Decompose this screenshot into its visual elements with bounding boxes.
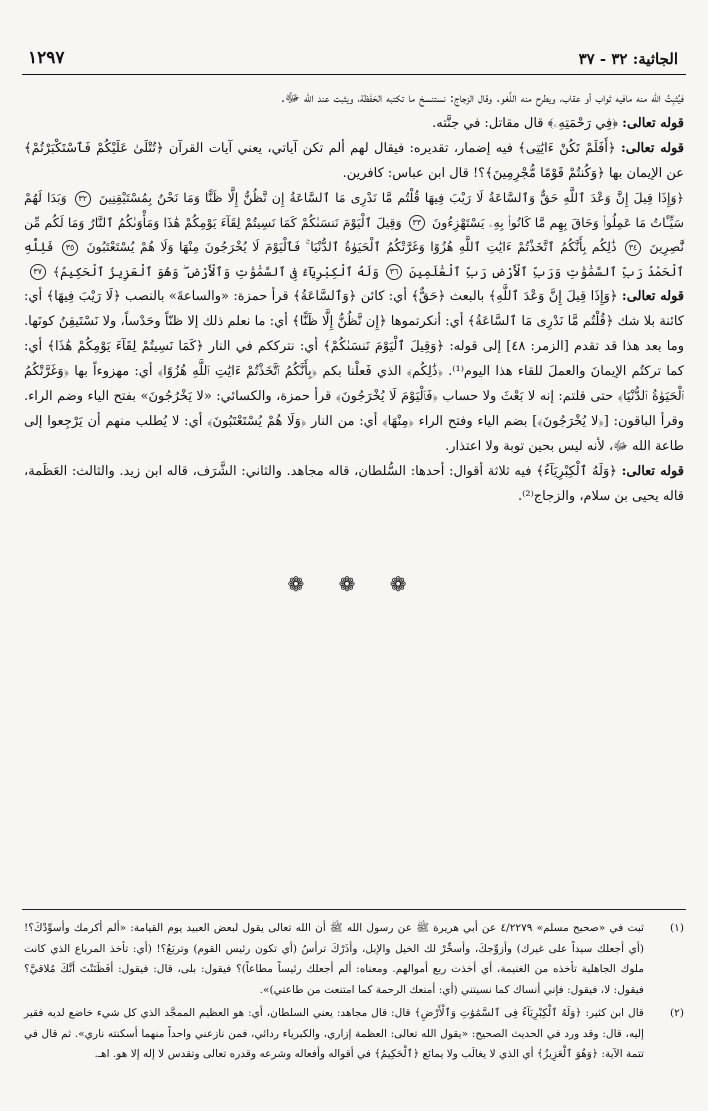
verse-text: وَقِيلَ ٱلْيَوْمَ نَنسَىٰكُمْ كَمَا نَسِيتُمْ لِقَآءَ يَوْمِكُمْ هَٰذَا وَمَأْوَىٰكُمُ ٱلنَّارُ وَمَا لَكُم مِّن نَّٰصِرِينَ: [24, 214, 684, 254]
paragraph: [24, 111, 684, 136]
footnote: [24, 918, 684, 1000]
page-number: ١٢٩٧: [28, 48, 65, 68]
footnotes: [24, 918, 684, 1068]
verse-number-marker: ٣٢: [75, 191, 91, 207]
quran-verses: [24, 186, 684, 284]
footnote-text: قال ابن كثير: ﴿وَلَهُ ٱلْكِبْرِيَآءُ فِى ٱلسَّمَٰوَٰتِ وَٱلْأَرْضِ﴾ قال: قال مجاهد: يعني السلطان، أي: هو العظيم الممجَّد الذي كل شيء خاضع لديه فقير إليه، قال: وقد ورد في الحديث الصحيح: «يقول الله تعالى: العظمة إزاري، والكبرياء ردائي، فمن نازعني واحداً منهما أسكنته ناري». ثم قال في تتمة الآية: ﴿وَهُوَ ٱلْعَزِيزُ﴾ أي الذي لا يغالَب ولا يمانَع ﴿ٱلْحَكِيمُ﴾ في أقواله وأفعاله وشرعه وقدره تعالى وتقدس لا إله إلا هو. اهـ.: [24, 1007, 644, 1060]
verse-number-marker: ٣٣: [409, 215, 425, 231]
footnote-number: (١): [670, 922, 684, 934]
verse-text: فَلِلَّهِ ٱلْحَمْدُ رَبِّ ٱلسَّمَٰوَٰتِ وَرَبِّ ٱلْأَرْضِ رَبِّ ٱلْعَٰلَمِينَ: [24, 239, 684, 279]
paragraph: [24, 136, 684, 186]
footnote-text: ثبت في «صحيح مسلم» ٤/٢٢٧٩ عن أبي هريرة ﷺ عن رسول الله ﷺ أن الله تعالى يقول لبعض العبيد يوم القيامة: «ألم أكرمك وأسوِّدْكَ؟! (أي أجعلك سيداً على غيرك) وأزوِّجكَ، وأسخِّرْ لك الخيل والإبل، وأذَرْكَ ترأسُ (أي تكون رئيس القوم) وتربَعُ؟! (أي: تأخذ المرباع الذي كانت ملوك الجاهلية تأخذه من الغنيمة، أي أخذت ربع أموالهم. ومعناه: ألم أجعلك رئيساً مطاعاً)؟ فيقول: بلى، قال: فيقول: أفَظَنَنْتَ أنَّكَ مُلاقيَّ؟ فيقول: لا، فيقول: فإني أنساك كما نسيتني (أي: أمنعك الرحمة كما امتنعت من طاعتي)».: [24, 922, 645, 996]
verse-number-marker: ٣٤: [625, 240, 641, 256]
paragraph-lead: قوله تعالى:: [621, 464, 684, 479]
main-text: [24, 86, 684, 509]
running-title: الجاثية: ٣٢ - ٣٧: [578, 50, 678, 68]
verse-number-marker: ٣٦: [386, 264, 402, 280]
footnote: [24, 1003, 684, 1065]
header-rule: [22, 74, 686, 75]
verse-text: وَبَدَا لَهُمْ سَيِّـَٔاتُ مَا عَمِلُوا۟ وَحَاقَ بِهِم مَّا كَانُوا۟ بِهِۦ يَسْتَهْزِءُونَ: [24, 190, 684, 230]
paragraph-text: ﴿فِي رَحْمَتِهِۦ﴾ قال مقاتل: في جنَّته.: [432, 116, 619, 131]
paragraph: [24, 459, 684, 509]
verse-number-marker: ٣٥: [62, 240, 78, 256]
page-header: [22, 46, 686, 72]
paragraph-text: ﴿وَإِذَا قِيلَ إِنَّ وَعْدَ ٱللَّهِ﴾ بالبعث ﴿حَقٌّ﴾ أي: كائن ﴿وَٱلسَّاعَةُ﴾ قرأ حمزة: «والساعةَ» بالنصب ﴿لَا رَيْبَ فِيهَا﴾ أي: كائنة بلا شك ﴿قُلْتُم مَّا نَدْرِى مَا ٱلسَّاعَةُ﴾ أي: أنكرتموها ﴿إِن نَّظُنُّ إِلَّا ظَنًّا﴾ أي: ما نعلم ذلك إلا ظنّاً وحَدْساً، ولا نَسْتَيقِنُ كونَها. وما بعد هذا قد تقدم [الزمر: ٤٨] إلى قوله: ﴿وَقِيلَ ٱلْيَوْمَ نَنسَىٰكُمْ﴾ أي: نترككم في النار ﴿كَمَا نَسِيتُمْ لِقَآءَ يَوْمِكُمْ هَٰذَا﴾ أي: كما تركتُم الإيمانَ والعملَ للقاء هذا اليوم⁽¹⁾. ﴿ذَٰلِكُم﴾ الذي فَعلْنا بكم ﴿بِأَنَّكُمُ ٱتَّخَذْتُمْ ءَايَٰتِ ٱللَّهِ هُزُوًا﴾ أي: مهزوءاً بها ﴿وَغَرَّتْكُمُ ٱلْحَيَوٰةُ ٱلدُّنْيَا﴾ حتى قلتم: إنه لا بَعْثَ ولا حساب ﴿فَٱلْيَوْمَ لَا يُخْرَجُونَ﴾ قرأ حمزة، والكسائي: «لا يَخْرُجُونَ» بفتح الياء وضم الراء. وقرأ الباقون: [﴿لا يُخْرَجُونَ﴾] بضم الياء وفتح الراء ﴿مِنْهَا﴾ أي: من النار ﴿وَلَا هُمْ يُسْتَعْتَبُونَ﴾ أي: لا يُطلب منهم أن يَرْجِعوا إلى طاعة الله ﷻ، لأنه ليس بحين توبة ولا اعتذار.: [24, 289, 684, 454]
footnote-rule: [22, 909, 686, 910]
verse-text: ذَٰلِكُم بِأَنَّكُمُ ٱتَّخَذْتُمْ ءَايَٰتِ ٱللَّهِ هُزُوًا وَغَرَّتْكُمُ ٱلْحَيَوٰةُ ٱلدُّنْيَا ۚ فَٱلْيَوْمَ لَا يُخْرَجُونَ مِنْهَا وَلَا هُمْ يُسْتَعْتَبُونَ: [86, 239, 617, 254]
verse-text: وَلَهُ ٱلْكِبْرِيَآءُ فِى ٱلسَّمَٰوَٰتِ وَٱلْأَرْضِ ۖ وَهُوَ ٱلْعَزِيزُ ٱلْحَكِيمُ﴾: [52, 263, 380, 279]
verse-text: ﴿وَإِذَا قِيلَ إِنَّ وَعْدَ ٱللَّهِ حَقٌّ وَٱلسَّاعَةُ لَا رَيْبَ فِيهَا قُلْتُم مَّا نَدْرِى مَا ٱلسَّاعَةُ إِن نَّظُنُّ إِلَّا ظَنًّا وَمَا نَحْنُ بِمُسْتَيْقِنِينَ: [98, 190, 684, 205]
paragraph-lead: قوله تعالى:: [622, 116, 684, 131]
paragraph-text: فيُثبِتُ الله منه مافيه ثواب أو عقاب، ويطرح منه اللَّغو. وقال الزجاج: نستنسخ ما تكتبه الحَفَظة، ويثبت عند الله ﷻ.: [280, 91, 684, 106]
paragraph-lead: قوله تعالى:: [620, 141, 684, 156]
footnote-number: (٢): [670, 1007, 684, 1019]
paragraph-lead: قوله تعالى:: [621, 289, 684, 304]
paragraph-text: ﴿أَفَلَمْ تَكُنْ ءَايَٰتِى﴾ فيه إضمار، تقديره: فيقال لهم ألم تكن آياتي، يعني آيات القرآن ﴿تُتْلَىٰ عَلَيْكُمْ فَٱسْتَكْبَرْتُمْ﴾ عن الإيمان بها ﴿وَكُنتُمْ قَوْمًا مُّجْرِمِينَ﴾؟! قال ابن عباس: كافرين.: [24, 141, 684, 181]
paragraph-text: ﴿وَلَهُ ٱلْكِبْرِيَآءُ﴾ فيه ثلاثة أقوال: أحدها: السُّلطان، قاله مجاهد. والثاني: الشَّرَف، قاله ابن زيد. والثالث: العَظَمة، قاله يحيى بن سلام، والزجاج⁽²⁾.: [24, 464, 684, 504]
paragraph: [24, 86, 684, 111]
paragraph: [24, 284, 684, 459]
verse-number-marker: ٣٧: [30, 264, 46, 280]
section-divider-ornament: ❁ ❁ ❁: [287, 572, 421, 596]
